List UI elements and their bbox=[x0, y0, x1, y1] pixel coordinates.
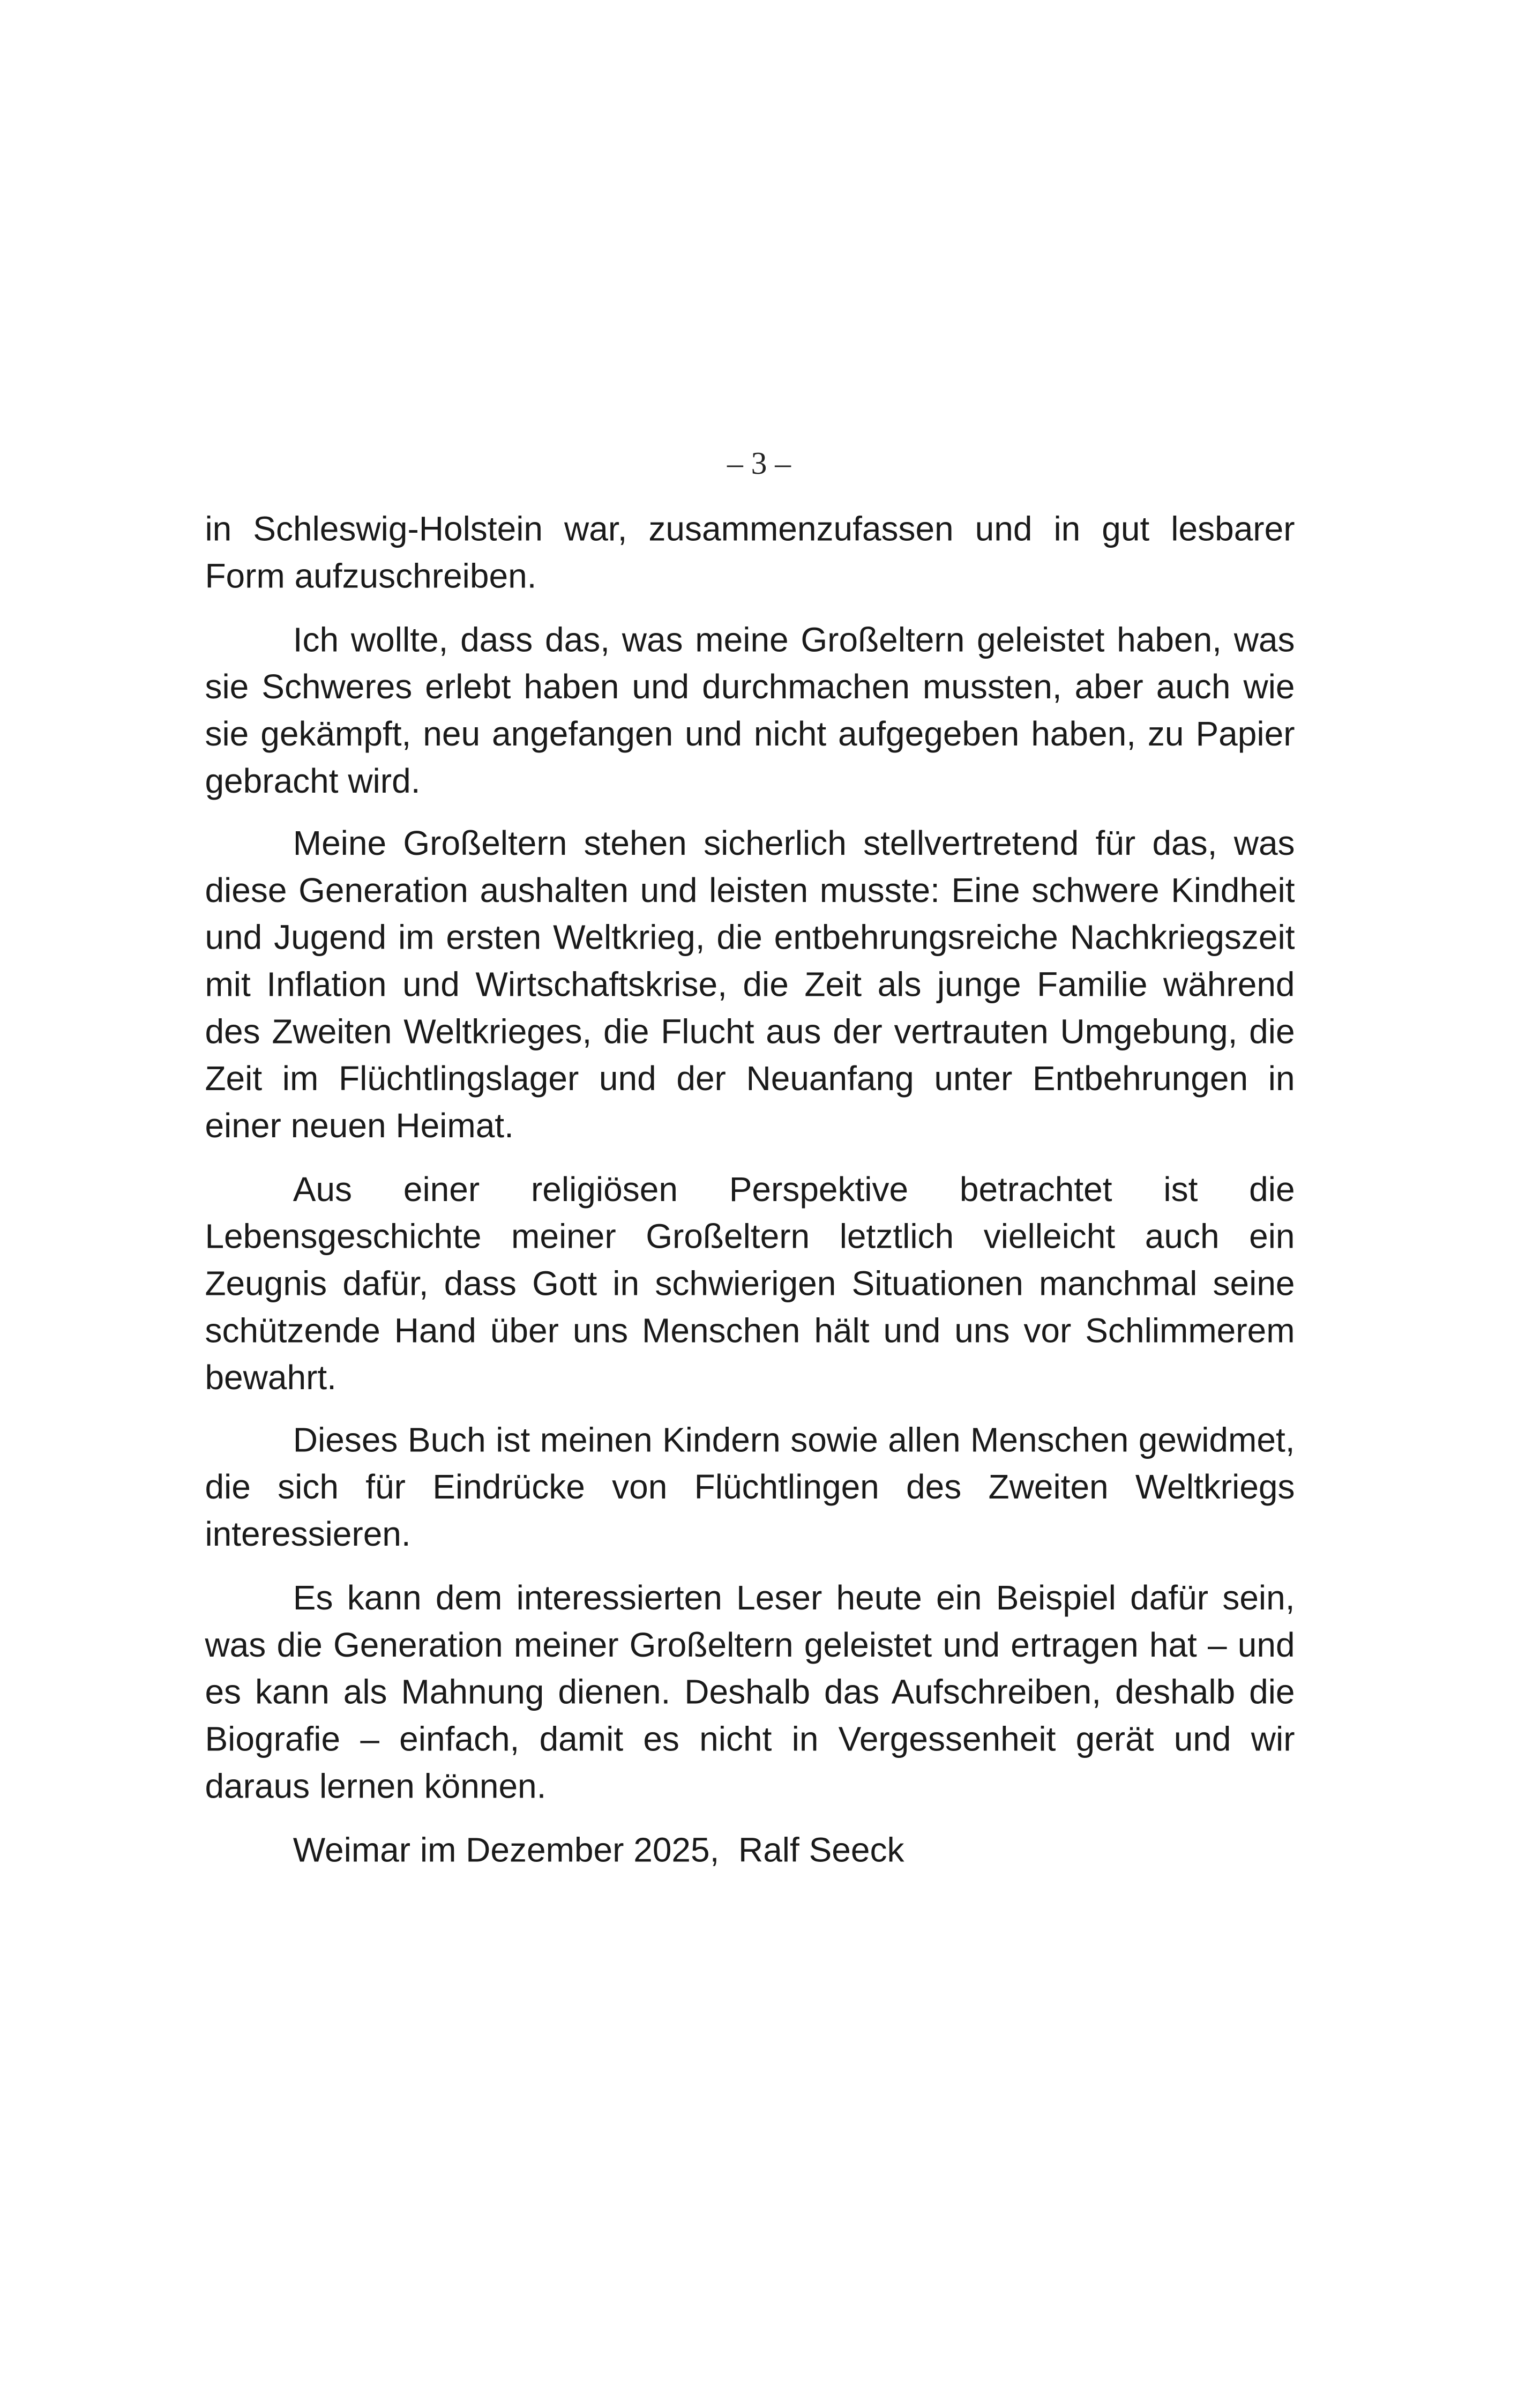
paragraph: Meine Großeltern stehen sicherlich stellvertretend für das, was diese Generation aushalten und leisten musste: Eine schwere Kindheit und Jugend im ersten Weltkrieg, die entbehrungsreiche Nachkriegszeit mit Inflation und Wirtschaftskrise, die Zeit als junge Familie während des Zweiten Weltkrieges, die Flucht aus der vertrauten Umgebung, die Zeit im Flüchtlingslager und der Neuanfang unter Entbehrungen in einer neuen Heimat. bbox=[205, 824, 1295, 1145]
paragraph: Ich wollte, dass das, was meine Großeltern geleistet haben, was sie Schweres erlebt haben und durchmachen mussten, aber auch wie sie gekämpft, neu angefangen und nicht aufgegeben haben, zu Papier gebracht wird. bbox=[205, 620, 1295, 800]
signature-line: Weimar im Dezember 2025, Ralf Seeck bbox=[293, 1830, 904, 1869]
paragraph: Es kann dem interessierten Leser heute ein Beispiel dafür sein, was die Generation meiner Großeltern geleistet und ertragen hat – und es kann als Mahnung dienen. Deshalb das Aufschreiben, deshalb die Biografie – einfach, damit es nicht in Vergessenheit gerät und wir daraus lernen können. bbox=[205, 1579, 1295, 1806]
paragraph-continuation: in Schleswig-Holstein war, zusammenzufassen und in gut lesbarer Form aufzuschreiben. bbox=[205, 510, 1295, 595]
body-text bbox=[205, 505, 1295, 1873]
page-number: – 3 – bbox=[727, 445, 791, 482]
paragraph: Dieses Buch ist meinen Kindern sowie allen Menschen gewidmet, die sich für Eindrücke von Flüchtlingen des Zweiten Weltkriegs interessieren. bbox=[205, 1421, 1295, 1554]
paragraph: Aus einer religiösen Perspektive betrachtet ist die Lebensgeschichte meiner Großeltern letztlich vielleicht auch ein Zeugnis dafür, dass Gott in schwierigen Situationen manchmal seine schützende Hand über uns Menschen hält und uns vor Schlimmerem bewahrt. bbox=[205, 1170, 1295, 1397]
